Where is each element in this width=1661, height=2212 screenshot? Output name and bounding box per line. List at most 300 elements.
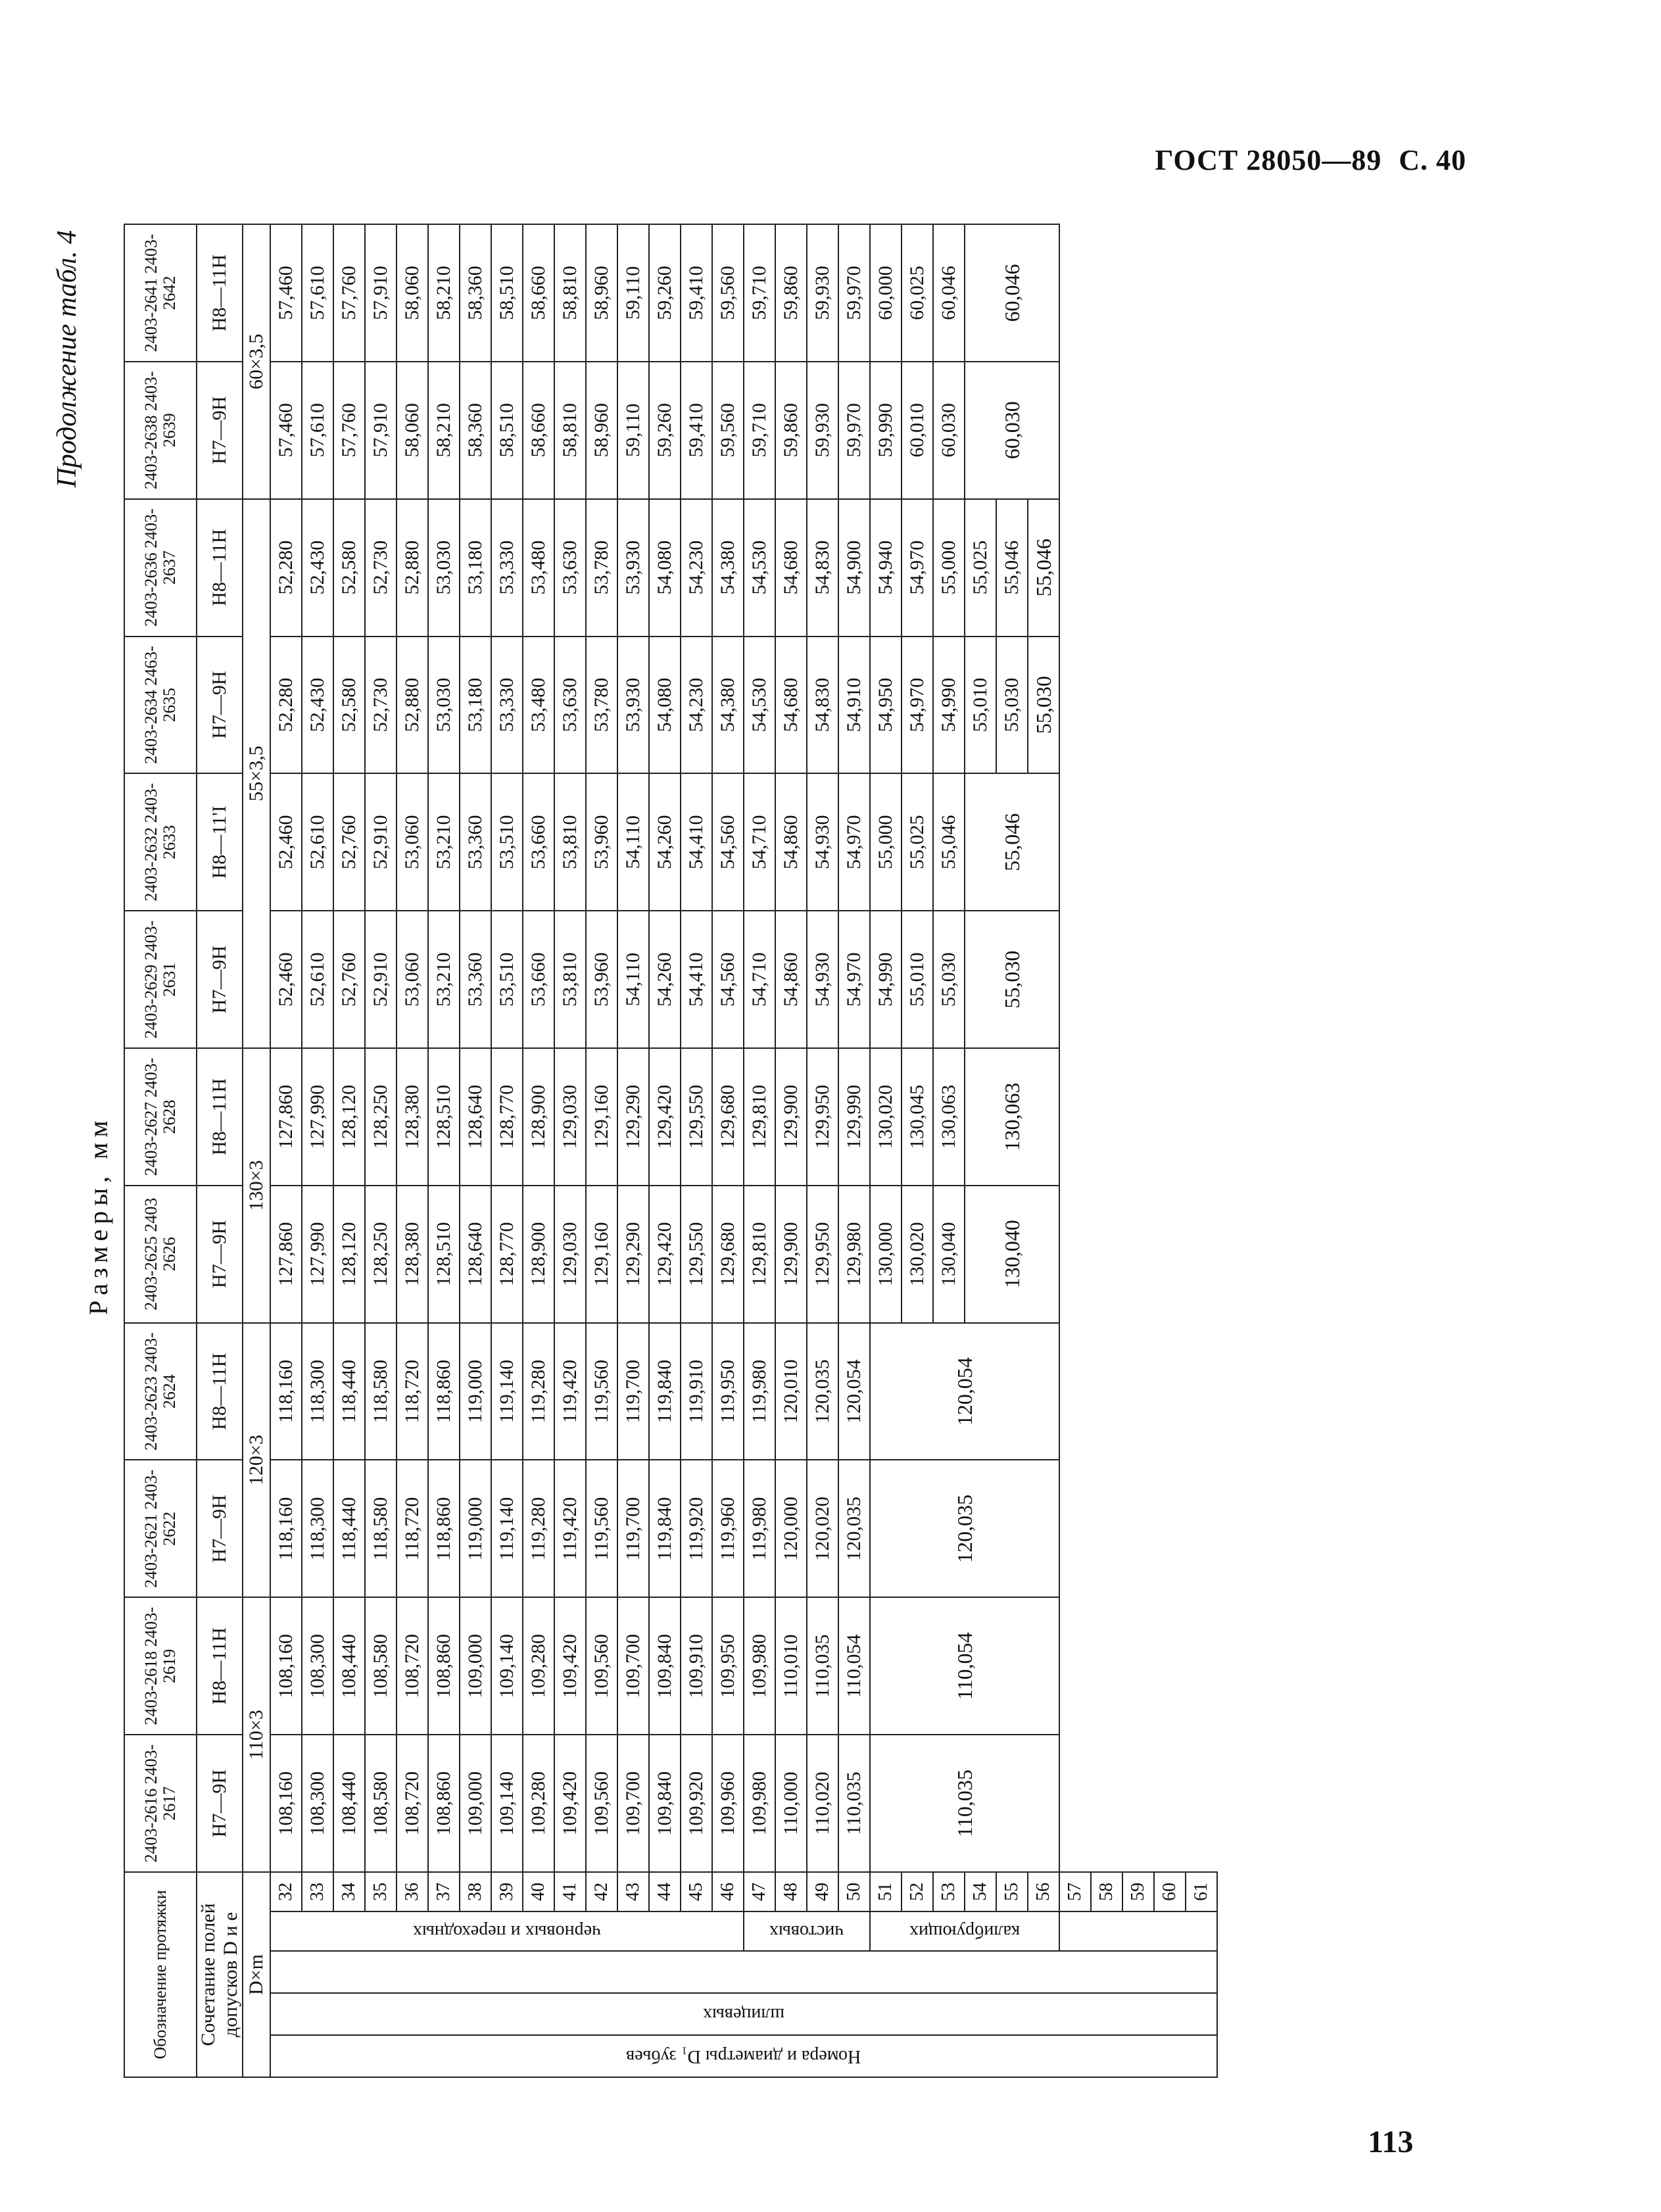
cell-value: 59,970 (838, 362, 870, 499)
dm-row (243, 224, 270, 2077)
cell-value: 52,880 (397, 499, 428, 637)
page-number: 113 (1368, 2125, 1414, 2159)
cell-value: 54,110 (617, 911, 649, 1048)
code-row (124, 224, 197, 2077)
cell-value: 54,970 (902, 637, 933, 774)
cell-value: 52,460 (270, 773, 302, 911)
cell-value: 119,560 (586, 1323, 617, 1460)
calibrating-value: 55,046 (965, 773, 1059, 911)
cell-value: 52,610 (302, 911, 333, 1048)
cell-value: 118,860 (428, 1323, 460, 1460)
table-row (712, 224, 744, 2077)
cell-value: 127,860 (270, 1048, 302, 1186)
cell-value: 129,290 (617, 1048, 649, 1186)
tooth-number: 35 (365, 1872, 397, 1911)
diameters-label-text: Номера и диаметры D₁ зубьев (626, 2046, 861, 2067)
cell-value: 119,910 (681, 1323, 712, 1460)
cell-value: 53,960 (586, 911, 617, 1048)
dm-group: 60×3,5 (243, 224, 270, 499)
cell-value: 52,580 (333, 637, 365, 774)
standard-id: ГОСТ 28050—89 (1155, 144, 1382, 176)
cell-value: 109,560 (586, 1597, 617, 1735)
table-row (1059, 224, 1091, 2077)
tooth-number: 55 (996, 1872, 1028, 1911)
cell-value: 60,000 (870, 224, 902, 362)
column-tolerance: H8—11H (197, 499, 243, 637)
cell-value: 119,700 (617, 1460, 649, 1598)
cell-value: 109,840 (649, 1597, 681, 1735)
cell-value: 54,970 (902, 499, 933, 637)
cell-value: 54,970 (838, 773, 870, 911)
tooth-number: 49 (807, 1872, 838, 1911)
cell-value: 110,000 (775, 1735, 807, 1872)
table-row (1091, 224, 1122, 2077)
cell-value: 52,880 (397, 637, 428, 774)
cell-value: 109,700 (617, 1735, 649, 1872)
cell-value: 119,140 (491, 1323, 523, 1460)
cell-value: 53,330 (491, 499, 523, 637)
cell-value: 129,420 (649, 1186, 681, 1323)
cell-value: 119,280 (523, 1460, 554, 1598)
cell-value: 129,680 (712, 1186, 744, 1323)
cell-value: 109,560 (586, 1735, 617, 1872)
cell-value: 55,025 (902, 773, 933, 911)
cell-value: 110,010 (775, 1597, 807, 1735)
cell-value: 53,180 (460, 637, 491, 774)
cell-value: 55,000 (870, 773, 902, 911)
page-ref: С. 40 (1399, 144, 1466, 176)
cell-value: 59,560 (712, 362, 744, 499)
cell-value: 109,840 (649, 1735, 681, 1872)
cell-value: 54,560 (712, 911, 744, 1048)
tooth-number: 51 (870, 1872, 902, 1911)
column-code: 2403-2621 2403-2622 (124, 1460, 197, 1598)
tolerance-row (197, 224, 243, 2077)
tooth-number: 37 (428, 1872, 460, 1911)
table-row (523, 224, 554, 2077)
cell-value: 53,030 (428, 499, 460, 637)
cell-value: 130,045 (902, 1048, 933, 1186)
calibrating-value: 55,030 (1028, 637, 1059, 774)
cell-value: 53,780 (586, 499, 617, 637)
group-label (870, 1911, 1059, 1951)
cell-value: 57,910 (365, 362, 397, 499)
cell-value: 54,530 (744, 637, 775, 774)
cell-value: 108,160 (270, 1597, 302, 1735)
column-code: 2403-2623 2403-2624 (124, 1323, 197, 1460)
cell-value: 127,860 (270, 1186, 302, 1323)
cell-value: 118,300 (302, 1460, 333, 1598)
sizes-title: Размеры, мм (84, 1115, 113, 1315)
cell-value: 54,990 (933, 637, 965, 774)
cell-value: 54,410 (681, 911, 712, 1048)
cell-value: 130,000 (870, 1186, 902, 1323)
table-row (397, 224, 428, 2077)
tooth-number: 44 (649, 1872, 681, 1911)
cell-value: 130,020 (870, 1048, 902, 1186)
calibrating-label: калибрующих (909, 1921, 1021, 1942)
cell-value: 130,040 (933, 1186, 965, 1323)
cell-value: 110,054 (838, 1597, 870, 1735)
cell-value: 54,900 (838, 499, 870, 637)
cell-value: 54,560 (712, 773, 744, 911)
tooth-number: 54 (965, 1872, 996, 1911)
cell-value: 108,720 (397, 1735, 428, 1872)
cell-value: 128,770 (491, 1048, 523, 1186)
cell-value: 108,860 (428, 1597, 460, 1735)
cell-value: 58,960 (586, 362, 617, 499)
cell-value: 54,080 (649, 637, 681, 774)
cell-value: 119,560 (586, 1460, 617, 1598)
cell-value: 53,960 (586, 773, 617, 911)
calibrating-value: 130,040 (965, 1186, 1059, 1323)
cell-value: 53,660 (523, 911, 554, 1048)
table-row (586, 224, 617, 2077)
cell-value: 53,330 (491, 637, 523, 774)
table-row (617, 224, 649, 2077)
cell-value: 108,580 (365, 1735, 397, 1872)
cell-value: 119,140 (491, 1460, 523, 1598)
calibrating-value: 130,063 (965, 1048, 1059, 1186)
column-code: 2403-2625 2403 2626 (124, 1186, 197, 1323)
group-label (744, 1911, 870, 1951)
cell-value: 58,360 (460, 362, 491, 499)
cell-value: 119,980 (744, 1460, 775, 1598)
tooth-number: 47 (744, 1872, 775, 1911)
cell-value: 55,010 (965, 637, 996, 774)
calibrating-value: 110,054 (870, 1597, 1059, 1735)
column-tolerance: H8—11H (197, 1323, 243, 1460)
column-tolerance: H7—9H (197, 637, 243, 774)
cell-value: 53,930 (617, 637, 649, 774)
cell-value: 129,900 (775, 1186, 807, 1323)
cell-value: 128,900 (523, 1048, 554, 1186)
cell-value: 118,580 (365, 1460, 397, 1598)
cell-value: 52,460 (270, 911, 302, 1048)
cell-value: 53,060 (397, 911, 428, 1048)
cell-value: 108,860 (428, 1735, 460, 1872)
cell-value: 58,810 (554, 224, 586, 362)
cell-value: 53,180 (460, 499, 491, 637)
tooth-number: 45 (681, 1872, 712, 1911)
cell-value: 128,510 (428, 1048, 460, 1186)
cell-value: 57,760 (333, 224, 365, 362)
tooth-number: 32 (270, 1872, 302, 1911)
cell-value: 52,760 (333, 911, 365, 1048)
cell-value: 52,760 (333, 773, 365, 911)
cell-value: 53,210 (428, 911, 460, 1048)
cell-value: 128,250 (365, 1048, 397, 1186)
cell-value: 119,420 (554, 1460, 586, 1598)
cell-value: 110,035 (807, 1597, 838, 1735)
cell-value: 58,510 (491, 224, 523, 362)
cell-value: 129,810 (744, 1186, 775, 1323)
cell-value: 53,360 (460, 911, 491, 1048)
cell-value: 54,860 (775, 911, 807, 1048)
cell-value: 119,000 (460, 1323, 491, 1460)
tooth-number: 56 (1028, 1872, 1059, 1911)
cell-value: 53,630 (554, 637, 586, 774)
tooth-number: 48 (775, 1872, 807, 1911)
cell-value: 59,970 (838, 224, 870, 362)
cell-value: 52,610 (302, 773, 333, 911)
cell-value: 58,360 (460, 224, 491, 362)
cell-value: 119,840 (649, 1460, 681, 1598)
cell-value: 54,930 (807, 911, 838, 1048)
cell-value: 129,420 (649, 1048, 681, 1186)
calibrating-value: 120,035 (870, 1460, 1059, 1598)
column-code: 2403-2616 2403-2617 (124, 1735, 197, 1872)
cell-value: 119,840 (649, 1323, 681, 1460)
cell-value: 129,550 (681, 1048, 712, 1186)
cell-value: 52,730 (365, 499, 397, 637)
cell-value: 54,930 (807, 773, 838, 911)
cell-value: 54,230 (681, 499, 712, 637)
table-row (491, 224, 523, 2077)
cell-value: 52,910 (365, 773, 397, 911)
cell-value: 128,250 (365, 1186, 397, 1323)
cell-value: 109,140 (491, 1735, 523, 1872)
column-tolerance: H7—9H (197, 1186, 243, 1323)
cell-value: 54,230 (681, 637, 712, 774)
cell-value: 118,440 (333, 1460, 365, 1598)
rough-label: черновых и переходных (412, 1921, 602, 1942)
table-row (681, 224, 712, 2077)
column-code: 2403-2638 2403-2639 (124, 362, 197, 499)
cell-value: 53,030 (428, 637, 460, 774)
column-tolerance: H8—11'I (197, 773, 243, 911)
splined-label-text: шлицевых (703, 2004, 784, 2025)
table-row (744, 224, 775, 2077)
page-header (1155, 143, 1466, 177)
cell-value: 54,530 (744, 499, 775, 637)
tooth-number: 58 (1091, 1872, 1122, 1911)
cell-value: 59,860 (775, 362, 807, 499)
cell-value: 120,035 (838, 1460, 870, 1598)
cell-value: 118,860 (428, 1460, 460, 1598)
rotated-table-block (52, 224, 1643, 2078)
table-row (649, 224, 681, 2077)
cell-value: 120,035 (807, 1323, 838, 1460)
cell-value: 108,160 (270, 1735, 302, 1872)
cell-value: 110,035 (838, 1735, 870, 1872)
cell-value: 58,060 (397, 362, 428, 499)
column-code: 2403-2627 2403-2628 (124, 1048, 197, 1186)
cell-value: 118,580 (365, 1323, 397, 1460)
cell-value: 59,260 (649, 362, 681, 499)
cell-value: 57,910 (365, 224, 397, 362)
table-row (775, 224, 807, 2077)
cell-value: 53,780 (586, 637, 617, 774)
table-row (870, 224, 902, 2077)
cell-value: 54,830 (807, 499, 838, 637)
cell-value: 109,420 (554, 1597, 586, 1735)
cell-value: 130,063 (933, 1048, 965, 1186)
cell-value: 52,730 (365, 637, 397, 774)
column-tolerance: H7—9H (197, 1735, 243, 1872)
tooth-number: 50 (838, 1872, 870, 1911)
cell-value: 54,680 (775, 499, 807, 637)
tooth-number: 52 (902, 1872, 933, 1911)
tolerance-label: Сочетание полей допусков D и e (197, 1872, 243, 2077)
column-tolerance: H7—9H (197, 911, 243, 1048)
table-row (365, 224, 397, 2077)
cell-value: 118,300 (302, 1323, 333, 1460)
cell-value: 54,080 (649, 499, 681, 637)
cell-value: 119,980 (744, 1323, 775, 1460)
cell-value: 119,960 (712, 1460, 744, 1598)
tooth-number: 53 (933, 1872, 965, 1911)
table-row (838, 224, 870, 2077)
cell-value: 54,970 (838, 911, 870, 1048)
splined-label (270, 1993, 1217, 2035)
calibrating-value: 55,030 (965, 911, 1059, 1048)
tooth-number: 33 (302, 1872, 333, 1911)
cell-value: 54,860 (775, 773, 807, 911)
cell-value: 130,020 (902, 1186, 933, 1323)
tooth-number: 43 (617, 1872, 649, 1911)
cell-value: 128,640 (460, 1186, 491, 1323)
dm-group: 110×3 (243, 1597, 270, 1872)
cell-value: 59,410 (681, 362, 712, 499)
cell-value: 120,010 (775, 1323, 807, 1460)
cell-value: 119,280 (523, 1323, 554, 1460)
cell-value: 129,550 (681, 1186, 712, 1323)
cell-value: 109,280 (523, 1735, 554, 1872)
cell-value: 53,810 (554, 911, 586, 1048)
cell-value: 128,900 (523, 1186, 554, 1323)
cell-value: 59,560 (712, 224, 744, 362)
cell-value: 57,610 (302, 362, 333, 499)
tooth-number: 61 (1186, 1872, 1217, 1911)
cell-value: 118,440 (333, 1323, 365, 1460)
cell-value: 55,000 (933, 499, 965, 637)
calibrating-value: 110,035 (870, 1735, 1059, 1872)
cell-value: 109,950 (712, 1597, 744, 1735)
cell-value: 54,710 (744, 911, 775, 1048)
cell-value: 59,990 (870, 362, 902, 499)
cell-value: 53,060 (397, 773, 428, 911)
cell-value: 54,830 (807, 637, 838, 774)
cell-value: 129,980 (838, 1186, 870, 1323)
cell-value: 53,630 (554, 499, 586, 637)
tooth-number: 46 (712, 1872, 744, 1911)
cell-value: 53,480 (523, 499, 554, 637)
cell-value: 57,460 (270, 362, 302, 499)
cell-value: 54,910 (838, 637, 870, 774)
table-row (554, 224, 586, 2077)
calibrating-value: 60,046 (965, 224, 1059, 362)
cell-value: 58,960 (586, 224, 617, 362)
cell-value: 53,210 (428, 773, 460, 911)
cell-value: 60,010 (902, 362, 933, 499)
cell-value: 129,030 (554, 1186, 586, 1323)
dm-label: D×m (243, 1872, 270, 2077)
cell-value: 129,680 (712, 1048, 744, 1186)
table-row (1154, 224, 1186, 2077)
cell-value: 58,060 (397, 224, 428, 362)
cell-value: 59,930 (807, 224, 838, 362)
tooth-number: 36 (397, 1872, 428, 1911)
cell-value: 54,260 (649, 773, 681, 911)
tooth-number: 41 (554, 1872, 586, 1911)
cell-value: 119,950 (712, 1323, 744, 1460)
tooth-number: 60 (1154, 1872, 1186, 1911)
cell-value: 108,440 (333, 1735, 365, 1872)
cell-value: 60,030 (933, 362, 965, 499)
tooth-number: 38 (460, 1872, 491, 1911)
cell-value: 54,380 (712, 637, 744, 774)
cell-value: 129,030 (554, 1048, 586, 1186)
broach-dimensions-table (124, 224, 1218, 2078)
group-label (1059, 1911, 1217, 1951)
cell-value: 53,360 (460, 773, 491, 911)
column-code: 2403-2634 2463-2635 (124, 637, 197, 774)
cell-value: 128,120 (333, 1186, 365, 1323)
cell-value: 110,020 (807, 1735, 838, 1872)
cell-value: 54,410 (681, 773, 712, 911)
cell-value: 55,046 (933, 773, 965, 911)
cell-value: 118,160 (270, 1323, 302, 1460)
cell-value: 109,920 (681, 1735, 712, 1872)
table-row (1122, 224, 1154, 2077)
cell-value: 58,660 (523, 224, 554, 362)
cell-value: 55,030 (933, 911, 965, 1048)
cell-value: 120,000 (775, 1460, 807, 1598)
cell-value: 52,430 (302, 637, 333, 774)
column-code: 2403-2629 2403-2631 (124, 911, 197, 1048)
cell-value: 108,720 (397, 1597, 428, 1735)
cell-value: 52,280 (270, 499, 302, 637)
cell-value: 109,960 (712, 1735, 744, 1872)
column-code: 2403-2632 2403-2633 (124, 773, 197, 911)
tooth-number: 40 (523, 1872, 554, 1911)
cell-value: 129,990 (838, 1048, 870, 1186)
cell-value: 59,110 (617, 224, 649, 362)
column-tolerance: H8—11H (197, 1597, 243, 1735)
tooth-number: 34 (333, 1872, 365, 1911)
cell-value: 59,710 (744, 224, 775, 362)
cell-value: 119,920 (681, 1460, 712, 1598)
cell-value: 58,660 (523, 362, 554, 499)
cell-value: 120,020 (807, 1460, 838, 1598)
cell-value: 54,380 (712, 499, 744, 637)
calibrating-value: 120,054 (870, 1323, 1059, 1460)
cell-value: 53,810 (554, 773, 586, 911)
cell-value: 53,510 (491, 773, 523, 911)
cell-value: 119,700 (617, 1323, 649, 1460)
cell-value: 59,930 (807, 362, 838, 499)
cell-value: 55,010 (902, 911, 933, 1048)
group-label (270, 1911, 744, 1951)
cell-value: 58,210 (428, 362, 460, 499)
cell-value: 59,410 (681, 224, 712, 362)
cell-value: 128,770 (491, 1186, 523, 1323)
cell-value: 118,720 (397, 1323, 428, 1460)
cell-value: 129,810 (744, 1048, 775, 1186)
cell-value: 129,290 (617, 1186, 649, 1323)
calibrating-value: 60,030 (965, 362, 1059, 499)
column-code: 2403-2618 2403-2619 (124, 1597, 197, 1735)
table-row (428, 224, 460, 2077)
cell-value: 52,430 (302, 499, 333, 637)
cell-value: 127,990 (302, 1186, 333, 1323)
cell-value: 60,046 (933, 224, 965, 362)
cell-value: 59,110 (617, 362, 649, 499)
table-row (333, 224, 365, 2077)
cell-value: 58,210 (428, 224, 460, 362)
cell-value: 54,110 (617, 773, 649, 911)
